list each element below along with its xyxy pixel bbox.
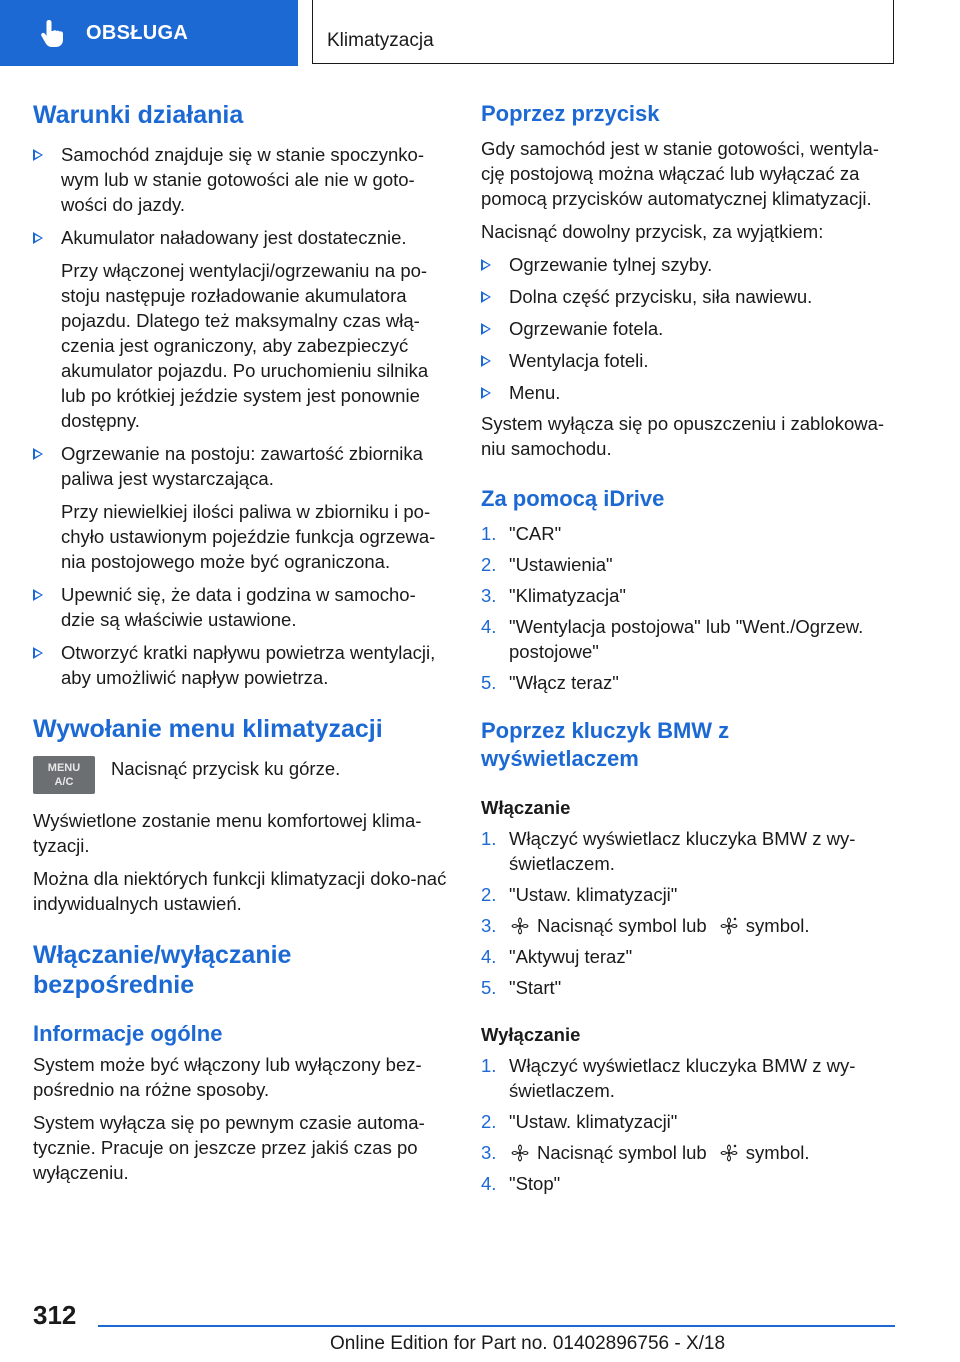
menu-ac-button-icon: MENU A/C	[33, 756, 95, 794]
fan-symbol-icon	[511, 917, 529, 935]
page-number: 312	[33, 1300, 77, 1330]
left-column	[33, 100, 448, 1185]
triangle-bullet-icon	[33, 232, 43, 244]
fuel-note: Przy niewielkiej ilości paliwa w zbiorniku i po-chyło ustawionym pojeździe funkcja ogrzewa-nia postojowego może być ograniczona.	[61, 501, 436, 572]
list-item: Ogrzewanie tylnej szyby.	[481, 252, 896, 277]
list-item: 2. "Ustaw. klimatyzacji"	[481, 1111, 678, 1132]
heading-general: Informacje ogólne	[33, 1021, 223, 1046]
subheading-off: Wyłączanie	[481, 1024, 581, 1045]
triangle-bullet-icon	[33, 647, 43, 659]
footer-edition: Online Edition for Part no. 01402896756 - X/18	[330, 1333, 726, 1354]
triangle-bullet-icon	[33, 589, 43, 601]
general-paragraph-2: System wyłącza się po pewnym czasie automa-tycznie. Pracuje on jeszcze przez jakiś czas po wyłączeniu.	[33, 1112, 425, 1183]
heading-conditions: Warunki działania	[33, 101, 244, 129]
list-item: 4. "Wentylacja postojowa" lub "Went./Ogrzew. postojowe"	[481, 616, 864, 662]
triangle-bullet-icon	[481, 387, 491, 399]
menu-paragraph-1: Wyświetlone zostanie menu komfortowej klima-tyzacji.	[33, 810, 422, 856]
heading-button: Poprzez przycisk	[481, 101, 660, 126]
list-item: 2. "Ustaw. klimatyzacji"	[481, 884, 678, 905]
heading-key: Poprzez kluczyk BMW z wyświetlaczem	[481, 718, 730, 771]
menu-paragraph-2: Można dla niektórych funkcji klimatyzacji doko-nać indywidualnych ustawień.	[33, 868, 447, 914]
list-item: Wentylacja foteli.	[481, 348, 896, 373]
list-item: 4. "Stop"	[481, 1173, 561, 1194]
list-item: 1. Włączyć wyświetlacz kluczyka BMW z wy-świetlaczem.	[481, 1055, 856, 1101]
list-item: 5. "Włącz teraz"	[481, 672, 619, 693]
triangle-bullet-icon	[481, 355, 491, 367]
subheading-on: Włączanie	[481, 797, 571, 818]
right-column	[481, 100, 896, 1196]
list-item: Ogrzewanie na postoju: zawartość zbiornika paliwa jest wystarczająca.	[33, 441, 448, 491]
general-paragraph-1: System może być włączony lub wyłączony bez-pośrednio na różne sposoby.	[33, 1054, 422, 1100]
heading-menu: Wywołanie menu klimatyzacji	[33, 715, 383, 743]
list-item: 1. "CAR"	[481, 523, 562, 544]
triangle-bullet-icon	[481, 323, 491, 335]
list-item: Dolna część przycisku, siła nawiewu.	[481, 284, 896, 309]
fan-symbol-icon	[511, 1144, 529, 1162]
fan-symbol-icon	[720, 1144, 738, 1162]
section-title: OBSŁUGA	[86, 21, 189, 44]
button-paragraph-2: Nacisnąć dowolny przycisk, za wyjątkiem:	[481, 221, 824, 242]
list-item: 3. "Klimatyzacja"	[481, 585, 626, 606]
section-tab	[0, 0, 298, 66]
button-paragraph-1: Gdy samochód jest w stanie gotowości, wentyla-cję postojową można włączać lub wyłączać za pomocą przycisków automatycznej klimatyzacji.	[481, 138, 879, 209]
triangle-bullet-icon	[33, 448, 43, 460]
page-header	[0, 0, 960, 66]
triangle-bullet-icon	[481, 259, 491, 271]
heading-idrive: Za pomocą iDrive	[481, 486, 665, 511]
button-paragraph-3: System wyłącza się po opuszczeniu i zablokowa-niu samochodu.	[481, 413, 885, 459]
battery-note: Przy włączonej wentylacji/ogrzewaniu na po-stoju następuje rozładowanie akumulatora pojazdu. Dlatego też maksymalny czas włą-czenia jest ograniczony, aby zabezpieczyć akumulator pojazdu. Po uruchomieniu silnika lub po krótkiej jeździe system jest ponownie dostępny.	[61, 260, 429, 431]
list-item: Upewnić się, że data i godzina w samocho-dzie są właściwie ustawione.	[33, 582, 448, 632]
list-item: Ogrzewanie fotela.	[481, 316, 896, 341]
list-item: 5. "Start"	[481, 977, 562, 998]
heading-onoff: Włączanie/wyłączanie bezpośrednie	[33, 941, 292, 999]
footer-divider	[98, 1325, 895, 1327]
menu-instruction	[33, 756, 448, 794]
list-item: 2. "Ustawienia"	[481, 554, 613, 575]
chapter-tab	[312, 0, 894, 64]
menu-press-text: Nacisnąć przycisk ku górze.	[111, 758, 341, 779]
fan-symbol-icon	[720, 917, 738, 935]
list-item: 3. Nacisnąć symbol lub symbol.	[481, 1142, 810, 1163]
list-item: 3. Nacisnąć symbol lub symbol.	[481, 915, 810, 936]
list-item: 1. Włączyć wyświetlacz kluczyka BMW z wy-świetlaczem.	[481, 828, 856, 874]
list-item: Samochód znajduje się w stanie spoczynko-wym lub w stanie gotowości ale nie w goto-wości do jazdy.	[33, 142, 448, 217]
list-item: Otworzyć kratki napływu powietrza wentylacji, aby umożliwić napływ powietrza.	[33, 640, 448, 690]
triangle-bullet-icon	[33, 149, 43, 161]
list-item: 4. "Aktywuj teraz"	[481, 946, 633, 967]
triangle-bullet-icon	[481, 291, 491, 303]
chapter-title: Klimatyzacja	[327, 30, 434, 51]
list-item: Menu.	[481, 380, 896, 405]
hand-pointer-icon	[40, 18, 66, 48]
list-item: Akumulator naładowany jest dostatecznie.	[33, 225, 448, 250]
